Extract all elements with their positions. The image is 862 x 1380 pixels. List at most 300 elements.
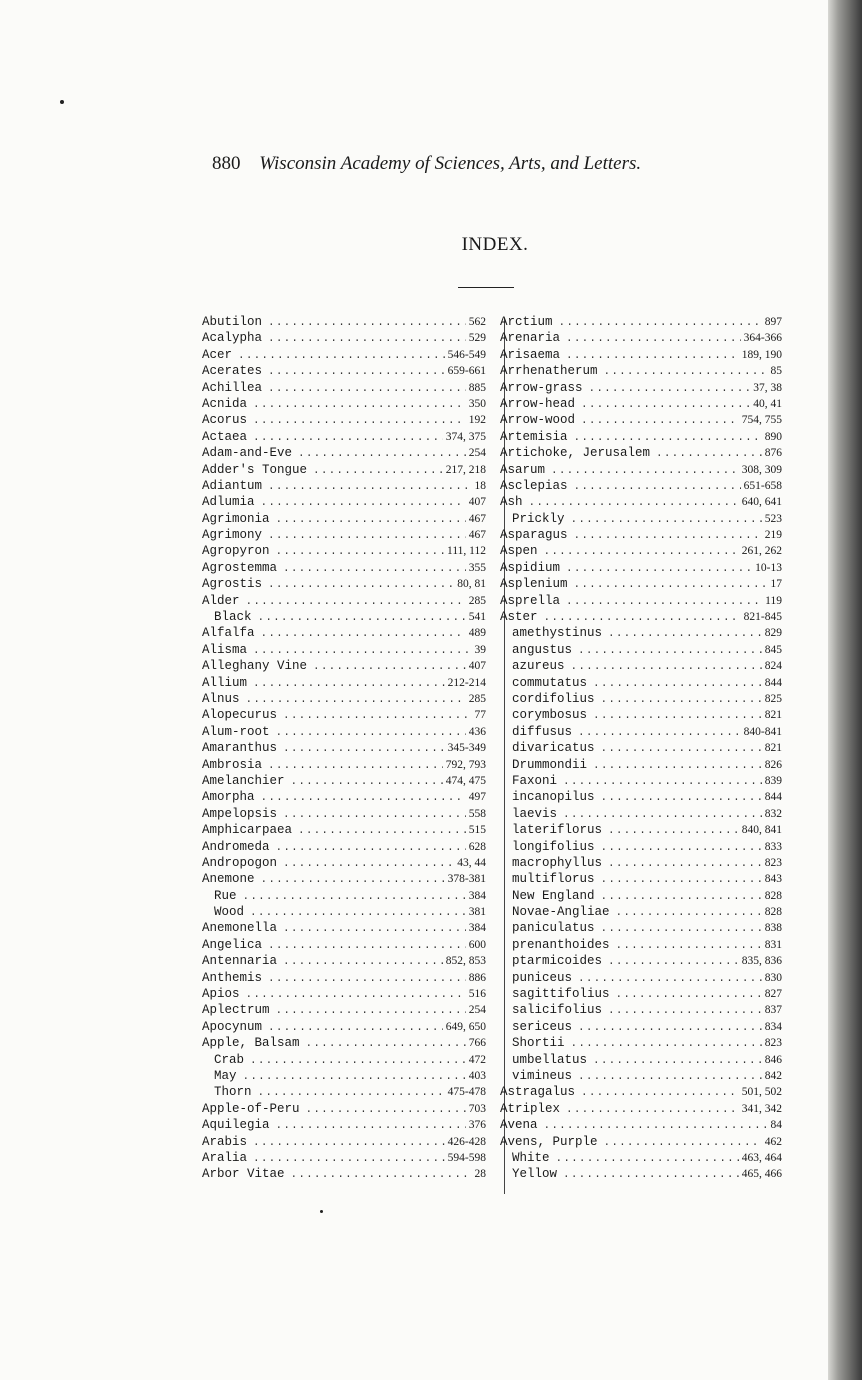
dot-leader [608, 954, 739, 969]
dot-leader [298, 823, 466, 838]
dot-leader [571, 1036, 762, 1051]
dot-leader [313, 659, 466, 674]
entry-pages: 845 [764, 643, 782, 656]
entry-term: Acalypha [202, 331, 263, 346]
dot-leader [283, 561, 466, 576]
entry-pages: 17 [770, 578, 782, 591]
index-entry [202, 642, 486, 658]
entry-term: Achillea [202, 380, 263, 395]
index-entry [202, 1134, 486, 1150]
entry-pages: 462 [764, 1135, 782, 1148]
entry-pages: 37, 38 [753, 381, 782, 394]
entry-term: Angelica [202, 937, 263, 952]
entry-pages: 600 [468, 938, 486, 951]
dot-leader [544, 1118, 768, 1133]
index-entry [202, 527, 486, 543]
entry-pages: 886 [468, 971, 486, 984]
index-entry [202, 724, 486, 740]
entry-pages: 897 [764, 316, 782, 328]
entry-pages: 846 [764, 1053, 782, 1066]
index-entry [500, 478, 782, 494]
entry-term: Alisma [202, 642, 248, 657]
dot-leader [616, 987, 762, 1002]
index-entry [202, 511, 486, 527]
index-subentry [202, 888, 486, 904]
entry-term: Amelanchier [202, 773, 285, 788]
running-head [212, 153, 752, 175]
index-subentry [500, 1166, 782, 1182]
index-subentry [500, 904, 782, 920]
index-entry [500, 576, 782, 592]
index-entry [500, 1084, 782, 1100]
index-entry [202, 1166, 486, 1182]
entry-pages: 594-598 [447, 1151, 486, 1164]
index-subentry [202, 1052, 486, 1068]
dot-leader [291, 774, 443, 789]
index-entry [202, 1002, 486, 1018]
index-entry [500, 560, 782, 576]
index-entry [202, 462, 486, 478]
index-subentry [500, 937, 782, 953]
entry-term: New England [512, 888, 595, 903]
index-entry [202, 396, 486, 412]
entry-pages: 501, 502 [741, 1086, 782, 1099]
entry-pages: 829 [764, 627, 782, 640]
dot-leader [276, 840, 466, 855]
entry-term: laevis [512, 806, 558, 821]
entry-term: Astragalus [500, 1085, 576, 1100]
dot-leader [563, 1167, 739, 1182]
dot-leader [261, 790, 466, 805]
dot-leader [276, 544, 445, 559]
dot-leader [268, 381, 466, 396]
entry-pages: 754, 755 [741, 414, 782, 427]
dot-leader [601, 840, 762, 855]
entry-term: Arisaema [500, 347, 561, 362]
scan-speck [320, 1210, 323, 1213]
entry-pages: 467 [468, 512, 486, 525]
dot-leader [268, 528, 466, 543]
index-subentry [500, 757, 782, 773]
entry-pages: 40, 41 [753, 397, 782, 410]
dot-leader [601, 889, 762, 904]
index-entry [500, 593, 782, 609]
dot-leader [563, 774, 762, 789]
entry-pages: 219 [764, 529, 782, 542]
dot-leader [243, 1069, 466, 1084]
index-entry [202, 658, 486, 674]
entry-pages: 640, 641 [741, 496, 782, 509]
entry-pages: 376 [468, 1119, 486, 1132]
entry-pages: 192 [468, 414, 486, 427]
index-entry [500, 412, 782, 428]
dot-leader [578, 1020, 762, 1035]
entry-term: Apocynum [202, 1019, 263, 1034]
index-entry [202, 363, 486, 379]
entry-pages: 384 [468, 889, 486, 902]
entry-pages: 840-841 [743, 725, 782, 738]
dot-leader [616, 938, 762, 953]
journal-title: Wisconsin Academy of Sciences, Arts, and Letters. [259, 153, 642, 174]
index-entry [202, 380, 486, 396]
dot-leader [283, 856, 454, 871]
entry-pages: 436 [468, 725, 486, 738]
entry-pages: 558 [468, 807, 486, 820]
entry-pages: 80, 81 [457, 578, 486, 591]
dot-leader [601, 692, 762, 707]
entry-term: Arenaria [500, 331, 561, 346]
entry-term: ptarmicoides [512, 954, 603, 969]
entry-term: Adiantum [202, 478, 263, 493]
index-entry [202, 543, 486, 559]
entry-term: divaricatus [512, 741, 595, 756]
entry-term: Amaranthus [202, 741, 278, 756]
index-entry [500, 1117, 782, 1133]
entry-term: Thorn [214, 1085, 252, 1100]
index-subentry [500, 822, 782, 838]
entry-term: prenanthoides [512, 937, 610, 952]
entry-pages: 844 [764, 791, 782, 804]
index-entry [202, 1035, 486, 1051]
index-entry [202, 1117, 486, 1133]
dot-leader [578, 643, 762, 658]
index-entry [202, 625, 486, 641]
index-entry [202, 560, 486, 576]
index-subentry [500, 1052, 782, 1068]
entry-term: Novae-Angliae [512, 905, 610, 920]
entry-pages: 827 [764, 988, 782, 1001]
entry-term: Anemonella [202, 921, 278, 936]
index-subentry [500, 511, 782, 527]
index-subentry [500, 625, 782, 641]
entry-term: Asplenium [500, 577, 568, 592]
index-subentry [500, 707, 782, 723]
entry-term: Alnus [202, 691, 240, 706]
dot-leader [306, 1036, 466, 1051]
dot-leader [268, 758, 443, 773]
dot-leader [581, 1085, 739, 1100]
index-entry [500, 396, 782, 412]
dot-leader [261, 495, 466, 510]
entry-term: Amorpha [202, 790, 255, 805]
index-entry [500, 314, 782, 330]
entry-term: Acnida [202, 396, 248, 411]
entry-term: sericeus [512, 1019, 573, 1034]
entry-pages: 308, 309 [741, 463, 782, 476]
dot-leader [283, 954, 443, 969]
dot-leader [574, 528, 762, 543]
index-subentry [500, 789, 782, 805]
entry-pages: 378-381 [447, 873, 486, 886]
entry-term: Ampelopsis [202, 806, 278, 821]
entry-term: Asclepias [500, 478, 568, 493]
entry-term: Apios [202, 987, 240, 1002]
index-subentry [500, 953, 782, 969]
dot-leader [608, 823, 739, 838]
dot-leader [253, 643, 471, 658]
dot-leader [261, 626, 466, 641]
dot-leader [578, 971, 762, 986]
index-entry [500, 363, 782, 379]
entry-pages: 355 [468, 561, 486, 574]
entry-term: Ash [500, 495, 523, 510]
dot-leader [593, 1053, 762, 1068]
dot-leader [298, 446, 466, 461]
page-number: 880 [212, 153, 241, 174]
dot-leader [268, 364, 445, 379]
entry-term: multiflorus [512, 872, 595, 887]
entry-pages: 384 [468, 922, 486, 935]
entry-term: incanopilus [512, 790, 595, 805]
entry-term: Asprella [500, 593, 561, 608]
entry-pages: 649, 650 [445, 1020, 486, 1033]
dot-leader [238, 348, 445, 363]
index-entry [202, 986, 486, 1002]
entry-term: Wood [214, 905, 245, 920]
entry-term: sagittifolius [512, 987, 610, 1002]
entry-pages: 842 [764, 1069, 782, 1082]
index-subentry [500, 1068, 782, 1084]
dot-leader [608, 1003, 762, 1018]
entry-pages: 821 [764, 742, 782, 755]
entry-pages: 830 [764, 971, 782, 984]
dot-leader [268, 938, 466, 953]
entry-pages: 350 [468, 397, 486, 410]
entry-pages: 407 [468, 660, 486, 673]
entry-pages: 546-549 [447, 348, 486, 361]
entry-term: diffusus [512, 724, 573, 739]
entry-term: Avena [500, 1118, 538, 1133]
dot-leader [616, 905, 762, 920]
entry-term: cordifolius [512, 691, 595, 706]
entry-term: May [214, 1068, 237, 1083]
index-entry [202, 740, 486, 756]
dot-leader [268, 479, 471, 494]
entry-term: Andromeda [202, 839, 270, 854]
dot-leader [306, 1102, 466, 1117]
dot-leader [258, 610, 466, 625]
index-entry [500, 543, 782, 559]
dot-leader [566, 1102, 739, 1117]
index-entry [202, 412, 486, 428]
entry-term: Prickly [512, 511, 565, 526]
entry-term: Adder's Tongue [202, 462, 308, 477]
entry-term: commutatus [512, 675, 588, 690]
index-entry [202, 429, 486, 445]
entry-term: salicifolius [512, 1003, 603, 1018]
index-entry [202, 1019, 486, 1035]
dot-leader [253, 1151, 445, 1166]
dot-leader [556, 1151, 739, 1166]
entry-term: lateriflorus [512, 823, 603, 838]
entry-term: Artemisia [500, 429, 568, 444]
index-entry [202, 773, 486, 789]
index-subentry [500, 920, 782, 936]
entry-term: Aspen [500, 544, 538, 559]
index-entry [202, 937, 486, 953]
entry-pages: 497 [468, 791, 486, 804]
dot-leader [253, 1135, 445, 1150]
entry-term: Amphicarpaea [202, 823, 293, 838]
index-entry [500, 1101, 782, 1117]
entry-pages: 261, 262 [741, 545, 782, 558]
dot-leader [608, 626, 762, 641]
dot-leader [581, 413, 739, 428]
entry-pages: 285 [468, 594, 486, 607]
dot-leader [268, 331, 466, 346]
dot-leader [246, 987, 466, 1002]
index-subentry [202, 904, 486, 920]
entry-term: Agrostemma [202, 560, 278, 575]
entry-pages: 43, 44 [457, 856, 486, 869]
entry-pages: 840, 841 [741, 824, 782, 837]
dot-leader [574, 479, 741, 494]
index-entry [202, 871, 486, 887]
entry-term: Acorus [202, 413, 248, 428]
entry-term: Rue [214, 888, 237, 903]
entry-term: Ambrosia [202, 757, 263, 772]
index-subentry [500, 658, 782, 674]
entry-pages: 465, 466 [741, 1168, 782, 1181]
entry-term: Arrhenatherum [500, 364, 598, 379]
entry-pages: 821 [764, 709, 782, 722]
dot-leader [246, 692, 466, 707]
entry-pages: 839 [764, 774, 782, 787]
dot-leader [559, 315, 762, 330]
index-entry [500, 1134, 782, 1150]
entry-term: Agrimony [202, 528, 263, 543]
entry-pages: 876 [764, 447, 782, 460]
entry-term: Apple-of-Peru [202, 1101, 300, 1116]
entry-term: amethystinus [512, 626, 603, 641]
entry-term: Allium [202, 675, 248, 690]
entry-term: Alfalfa [202, 626, 255, 641]
index-subentry [500, 970, 782, 986]
dot-leader [566, 561, 752, 576]
dot-leader [276, 725, 466, 740]
entry-term: macrophyllus [512, 855, 603, 870]
index-subentry [500, 724, 782, 740]
entry-term: Adam-and-Eve [202, 446, 293, 461]
entry-pages: 828 [764, 906, 782, 919]
entry-pages: 10-13 [755, 561, 782, 574]
index-column-left [202, 314, 486, 1183]
index-entry [202, 1101, 486, 1117]
dot-leader [604, 364, 768, 379]
entry-term: Shortii [512, 1036, 565, 1051]
dot-leader [258, 1085, 445, 1100]
entry-pages: 890 [764, 430, 782, 443]
entry-pages: 28 [474, 1168, 486, 1181]
dot-leader [243, 889, 466, 904]
scan-speck [60, 100, 64, 104]
entry-term: Asarum [500, 462, 546, 477]
entry-term: Alder [202, 593, 240, 608]
entry-term: longifolius [512, 839, 595, 854]
entry-term: puniceus [512, 970, 573, 985]
entry-pages: 77 [474, 709, 486, 722]
entry-term: vimineus [512, 1068, 573, 1083]
entry-term: Alopecurus [202, 708, 278, 723]
dot-leader [563, 807, 762, 822]
dot-leader [593, 708, 762, 723]
dot-leader [250, 905, 466, 920]
entry-pages: 843 [764, 873, 782, 886]
index-entry [500, 330, 782, 346]
index-subentry [500, 871, 782, 887]
entry-pages: 85 [770, 365, 782, 378]
index-entry [500, 609, 782, 625]
index-subentry [500, 675, 782, 691]
entry-pages: 833 [764, 840, 782, 853]
index-subentry [500, 1035, 782, 1051]
entry-term: Apple, Balsam [202, 1036, 300, 1051]
entry-pages: 111, 112 [447, 545, 486, 558]
dot-leader [589, 381, 751, 396]
dot-leader [529, 495, 739, 510]
index-entry [202, 445, 486, 461]
dot-leader [601, 921, 762, 936]
dot-leader [608, 856, 762, 871]
dot-leader [656, 446, 762, 461]
dot-leader [276, 1118, 466, 1133]
entry-pages: 426-428 [447, 1135, 486, 1148]
dot-leader [268, 577, 454, 592]
dot-leader [604, 1135, 762, 1150]
dot-leader [268, 971, 466, 986]
dot-leader [313, 463, 443, 478]
entry-pages: 651-658 [743, 479, 782, 492]
entry-pages: 472 [468, 1053, 486, 1066]
index-entry [202, 314, 486, 330]
entry-term: Arbor Vitae [202, 1167, 285, 1182]
index-entry [202, 478, 486, 494]
entry-pages: 254 [468, 447, 486, 460]
dot-leader [291, 1167, 472, 1182]
entry-term: Aspidium [500, 560, 561, 575]
entry-pages: 403 [468, 1069, 486, 1082]
index-subentry [500, 1002, 782, 1018]
entry-term: corymbosus [512, 708, 588, 723]
index-entry [202, 806, 486, 822]
entry-term: Acerates [202, 364, 263, 379]
entry-term: Andropogon [202, 855, 278, 870]
dot-leader [544, 610, 741, 625]
index-entry [202, 330, 486, 346]
entry-term: White [512, 1150, 550, 1165]
entry-pages: 529 [468, 332, 486, 345]
dot-leader [250, 1053, 466, 1068]
entry-pages: 212-214 [447, 676, 486, 689]
entry-pages: 374, 375 [445, 430, 486, 443]
index-entry [202, 953, 486, 969]
entry-pages: 823 [764, 1037, 782, 1050]
entry-term: paniculatus [512, 921, 595, 936]
dot-leader [276, 1003, 466, 1018]
entry-pages: 885 [468, 381, 486, 394]
index-entry [500, 494, 782, 510]
index-entry [202, 494, 486, 510]
entry-term: Faxoni [512, 773, 558, 788]
entry-pages: 341, 342 [741, 1102, 782, 1115]
index-entry [202, 855, 486, 871]
entry-pages: 474, 475 [445, 774, 486, 787]
entry-term: Aralia [202, 1150, 248, 1165]
dot-leader [593, 676, 762, 691]
dot-leader [551, 463, 739, 478]
index-entry [202, 970, 486, 986]
entry-term: Aplectrum [202, 1003, 270, 1018]
